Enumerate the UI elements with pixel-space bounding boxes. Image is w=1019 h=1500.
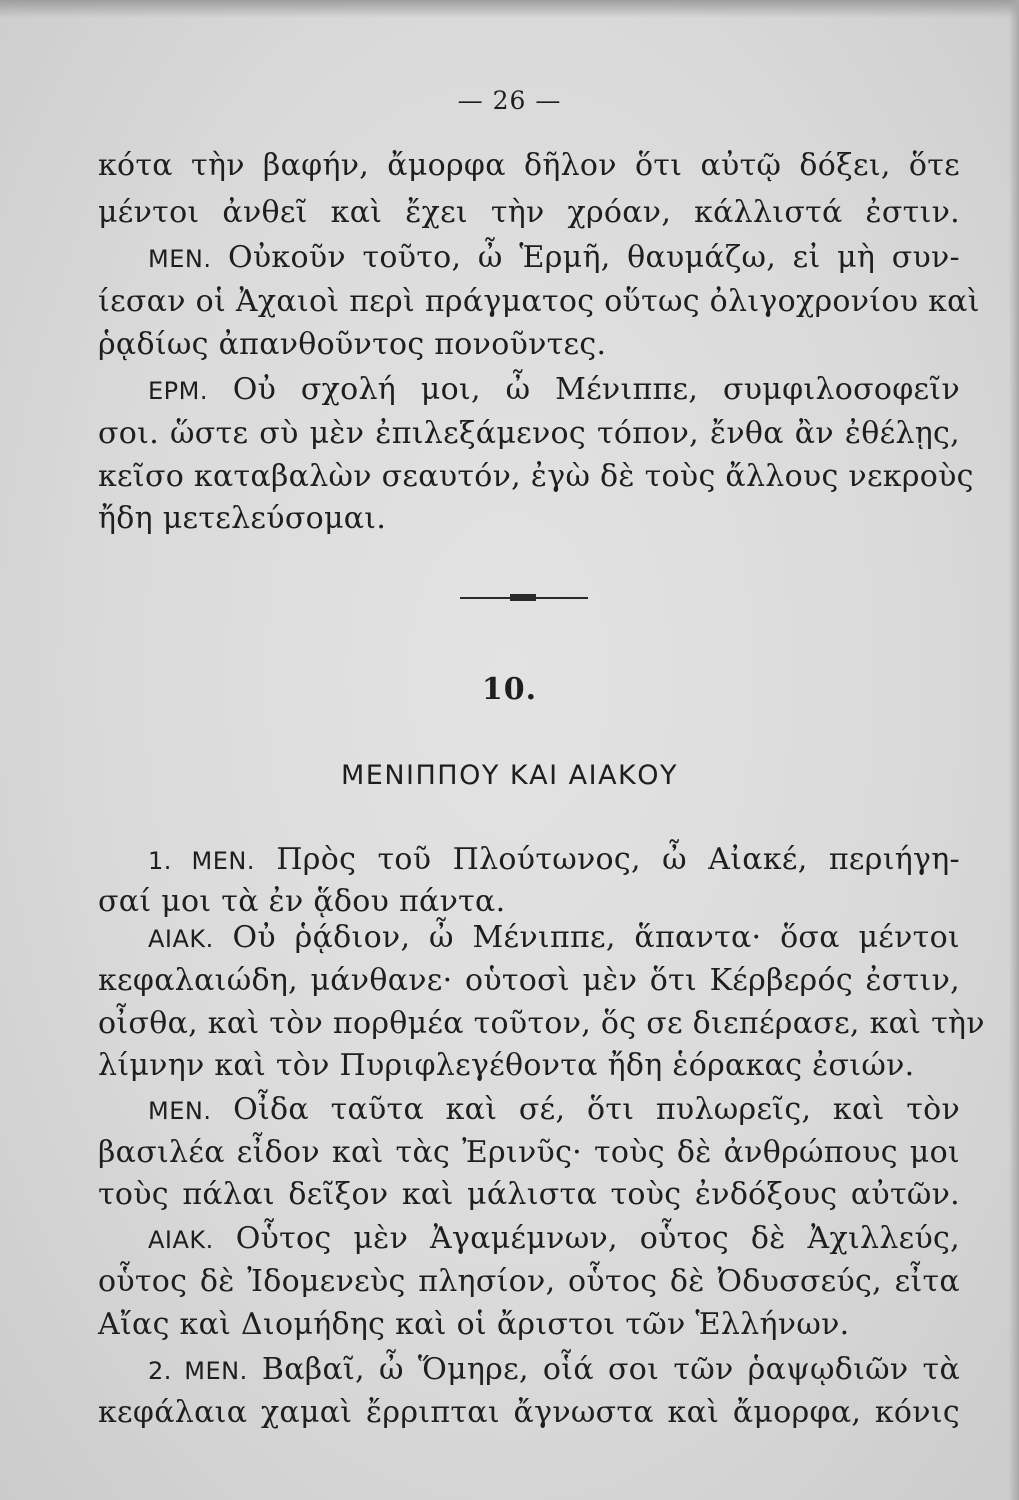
text-line — [98, 882, 960, 922]
section-divider-ornament — [510, 594, 536, 601]
text-line — [148, 238, 960, 279]
text-line — [98, 414, 960, 454]
text-line — [98, 457, 974, 497]
text-line — [148, 1350, 960, 1391]
line-text: ἤδη μετελεύσομαι. — [98, 501, 387, 536]
text-line — [98, 193, 960, 233]
line-text: Πρὸς τοῦ Πλούτωνος, ὦ Αἰακέ, περιήγη- — [276, 842, 960, 877]
section-number: 10. — [481, 672, 538, 707]
line-text: Αἴας καὶ Διομήδης καὶ οἱ ἄριστοι τῶν Ἑλλήνων. — [98, 1307, 850, 1342]
speaker-label: ΑΙΑΚ. — [148, 925, 214, 953]
speaker-label: ΜΕΝ. — [148, 1097, 212, 1125]
line-text: σοι. ὥστε σὺ μὲν ἐπιλεξάμενος τόπον, ἔνθα ἂν ἐθέλῃς, — [98, 416, 960, 451]
line-text: οἶσθα, καὶ τὸν πορθμέα τοῦτον, ὅς σε διεπέρασε, καὶ τὴν — [98, 1006, 985, 1041]
page-right-edge — [1009, 0, 1019, 1500]
line-text: Οἶδα ταῦτα καὶ σέ, ὅτι πυλωρεῖς, καὶ τὸν — [233, 1092, 960, 1127]
text-line — [98, 1004, 985, 1044]
text-line — [98, 282, 980, 322]
line-text: κεφάλαια χαμαὶ ἔρριπται ἄγνωστα καὶ ἄμορφα, κόνις — [98, 1395, 960, 1430]
line-text: σαί μοι τὰ ἐν ᾅδου πάντα. — [98, 884, 506, 919]
text-line — [98, 1133, 960, 1173]
line-text: ίεσαν οἱ Ἀχαιοὶ περὶ πράγματος οὕτως ὀλιγοχρονίου καὶ — [98, 284, 980, 319]
line-text: Οὐ σχολή μοι, ὦ Μένιππε, συμφιλοσοφεῖν — [232, 372, 961, 407]
page-top-shadow — [0, 0, 1019, 18]
line-text: μέντοι ἀνθεῖ καὶ ἔχει τὴν χρόαν, κάλλιστά ἐστιν. — [98, 195, 960, 230]
text-line — [98, 1393, 960, 1433]
line-text: Βαβαῖ, ὦ Ὅμηρε, οἷά σοι τῶν ῥαψῳδιῶν τὰ — [261, 1352, 961, 1387]
speaker-label: ΕΡΜ. — [148, 377, 208, 405]
line-text: λίμνην καὶ τὸν Πυριφλεγέθοντα ἤδη ἑόρακας ἐσιών. — [98, 1048, 915, 1083]
speaker-label: 2. ΜΕΝ. — [148, 1357, 248, 1385]
text-line — [98, 146, 960, 186]
line-text: κεῖσο καταβαλὼν σεαυτόν, ἐγὼ δὲ τοὺς ἄλλους νεκροὺς — [98, 459, 974, 494]
text-line — [98, 1175, 960, 1215]
text-line — [148, 370, 960, 411]
text-line — [148, 1090, 960, 1131]
line-text: Οὗτος μὲν Ἀγαμέμνων, οὗτος δὲ Ἀχιλλεύς, — [235, 1221, 960, 1256]
line-text: ῥᾳδίως ἀπανθοῦντος πονοῦντες. — [98, 327, 607, 362]
speaker-label: ΜΕΝ. — [148, 245, 212, 273]
text-line — [148, 918, 960, 959]
line-text: τοὺς πάλαι δεῖξον καὶ μάλιστα τοὺς ἐνδόξους αὐτῶν. — [98, 1177, 960, 1212]
page-number: — 26 — — [457, 86, 562, 115]
text-line — [148, 1219, 960, 1260]
text-line — [98, 499, 960, 539]
line-text: κότα τὴν βαφήν, ἄμορφα δῆλον ὅτι αὐτῷ δόξει, ὅτε — [98, 148, 960, 183]
line-text: Οὐκοῦν τοῦτο, ὦ Ἑρμῆ, θαυμάζω, εἰ μὴ συν- — [228, 240, 960, 275]
speaker-label: 1. ΜΕΝ. — [148, 847, 255, 875]
line-text: κεφαλαιώδη, μάνθανε· οὑτοσὶ μὲν ὅτι Κέρβερός ἐστιν, — [98, 963, 960, 998]
text-line — [98, 1262, 960, 1302]
line-text: Οὐ ῥᾴδιον, ὦ Μένιππε, ἅπαντα· ὅσα μέντοι — [232, 920, 960, 955]
text-line — [98, 1305, 960, 1345]
text-line — [98, 961, 960, 1001]
line-text: βασιλέα εἶδον καὶ τὰς Ἐρινῦς· τοὺς δὲ ἀνθρώπους μοι — [98, 1135, 960, 1170]
text-line — [98, 1046, 960, 1086]
section-title: ΜΕΝΙΠΠΟΥ ΚΑΙ ΑΙΑΚΟΥ — [340, 760, 679, 791]
text-line — [98, 325, 960, 365]
line-text: οὗτος δὲ Ἰδομενεὺς πλησίον, οὗτος δὲ Ὀδυσσεύς, εἶτα — [98, 1264, 960, 1299]
text-line — [148, 840, 960, 881]
speaker-label: ΑΙΑΚ. — [148, 1226, 214, 1254]
